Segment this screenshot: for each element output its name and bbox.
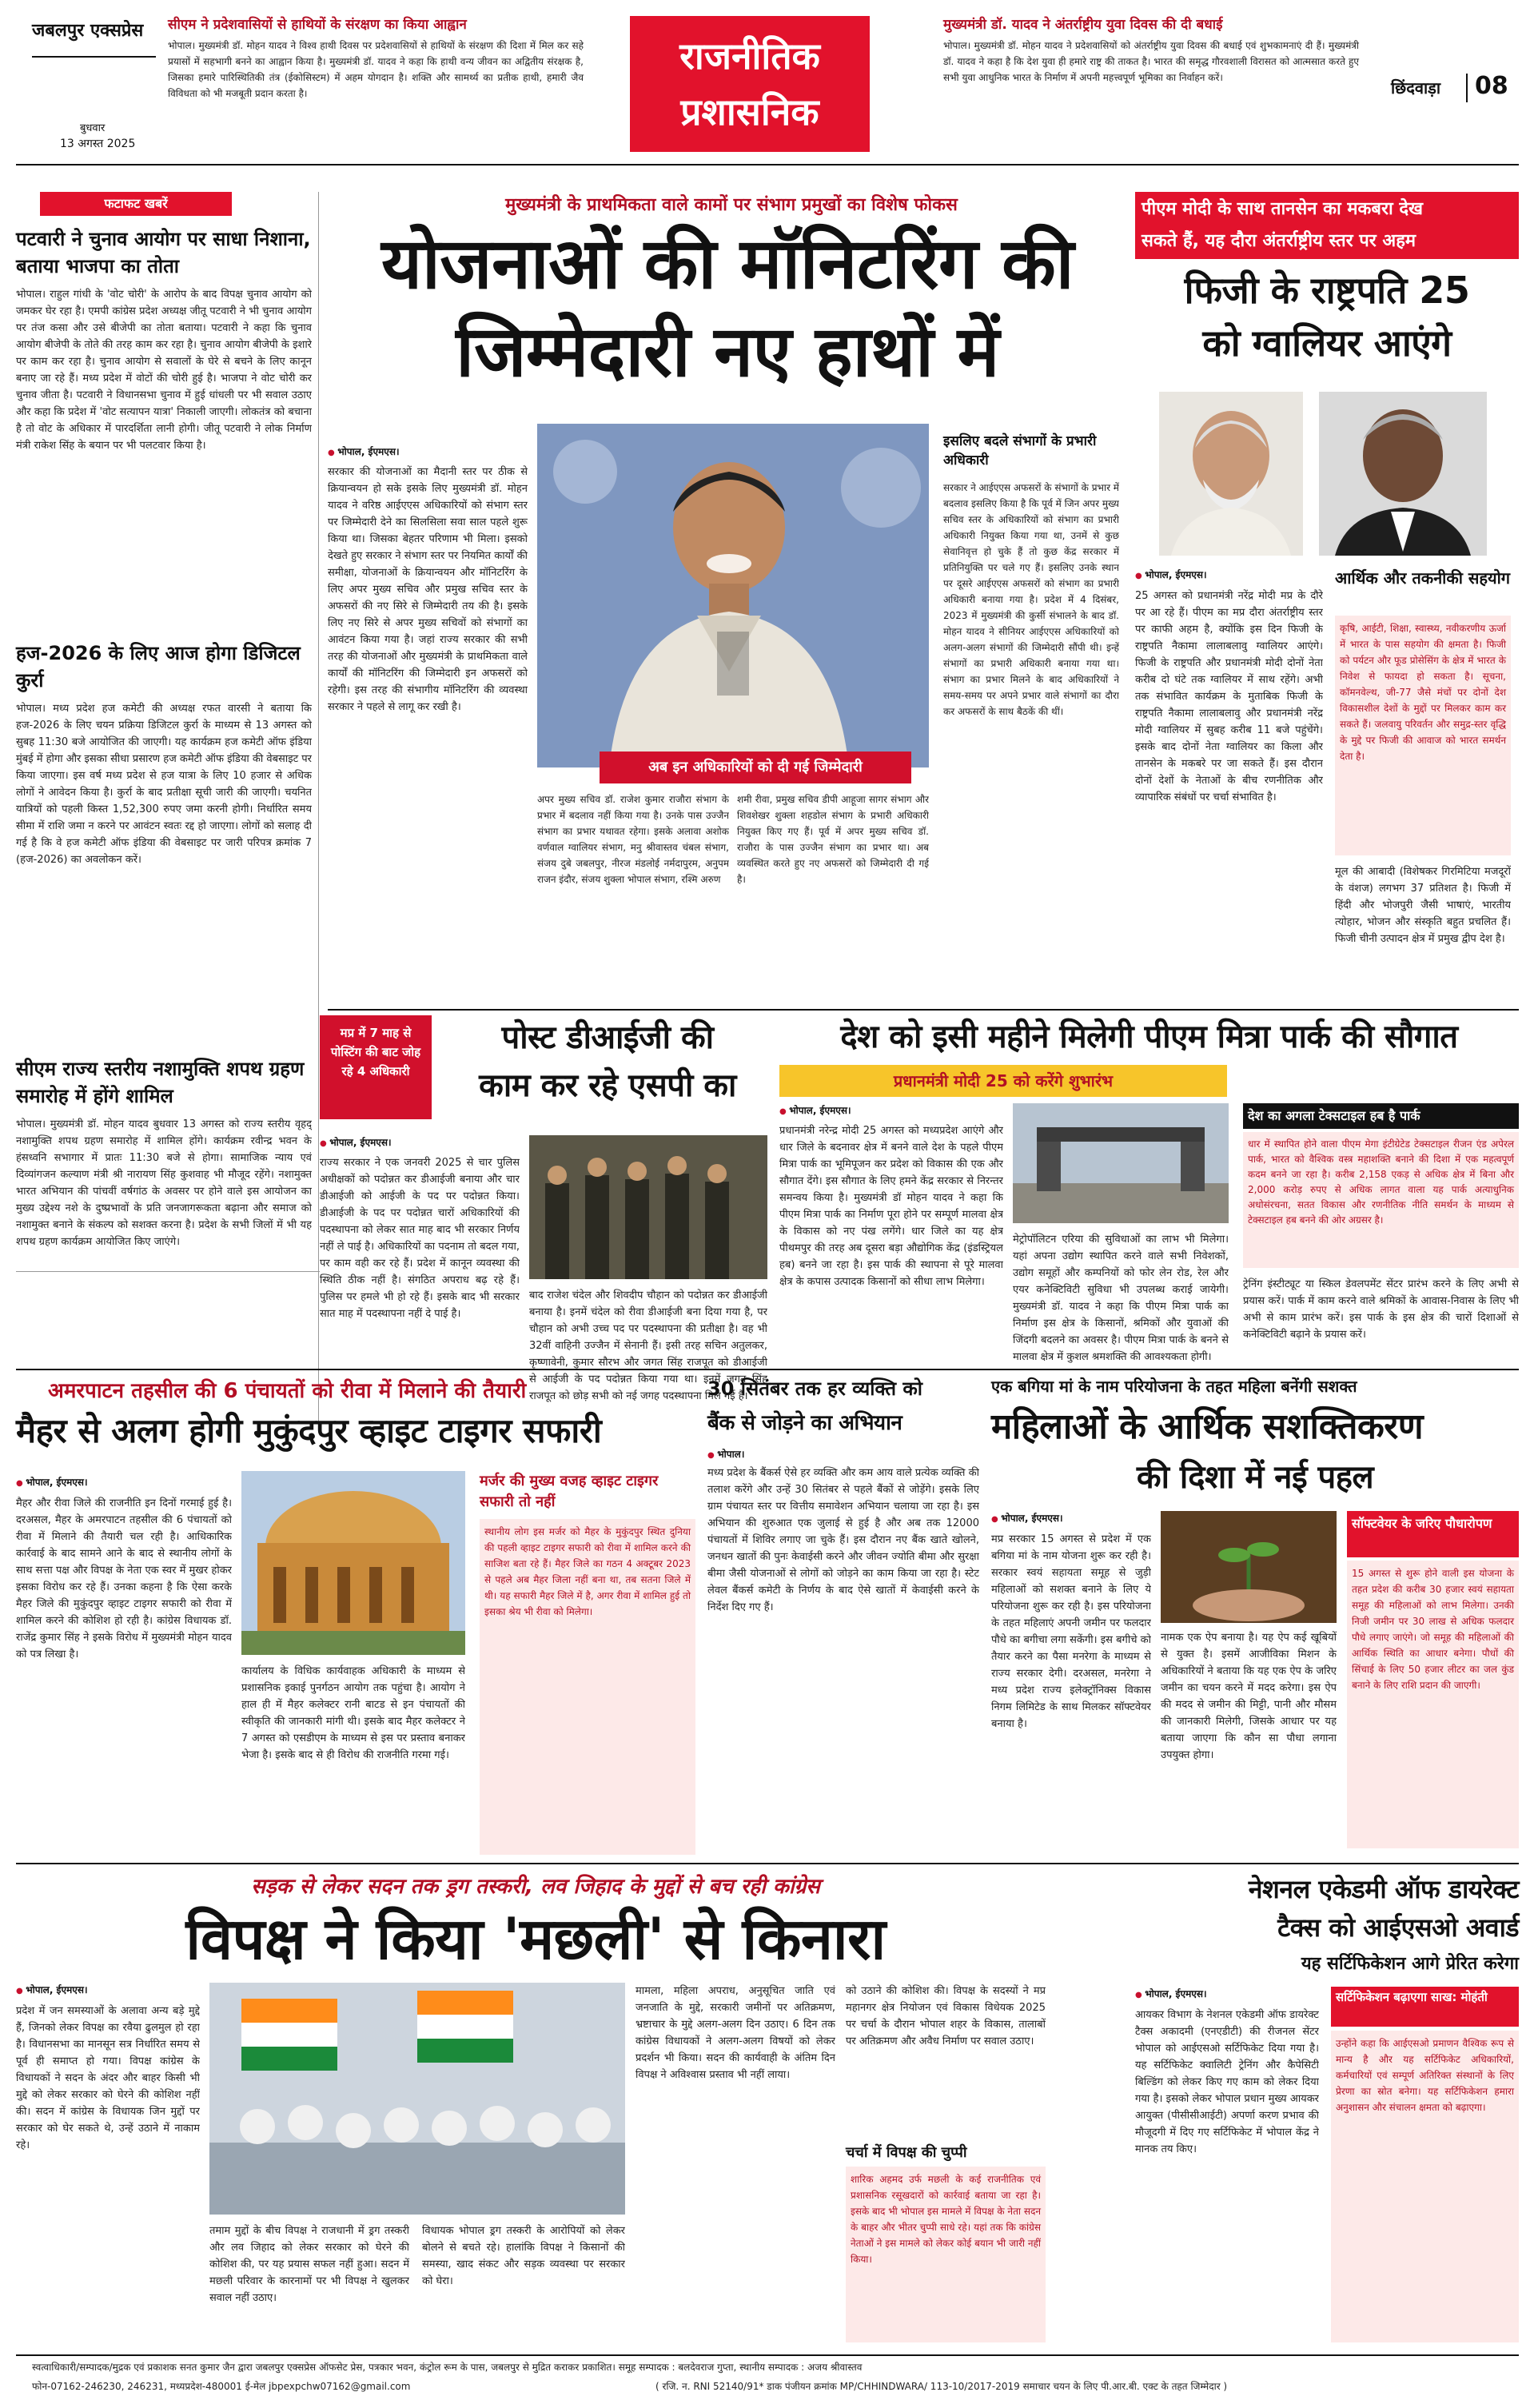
lead-headline-1: योजनाओं की मॉनिटरिंग की bbox=[381, 222, 1074, 305]
tiger-box-title: मर्जर की मुख्य वजह व्हाइट टाइगर सफारी तो नहीं bbox=[480, 1473, 659, 1510]
brief-youth bbox=[943, 14, 1359, 86]
congress-col4: मामला, महिला अपराध, अनुसूचित जाति एवं जनजाति के मुद्दे, सरकारी जमीनों पर अतिक्रमण, भ्रष्टाचार के मुद्दे अलग-अलग दिन उठाए। 6 दिन तक कांग्रेस विधायकों ने अलग-अलग विषयों को लेकर प्रदर्शन भी किया। सदन की कार्यवाही के अंतिम दिन विपक्ष ने अविश्वास प्रस्ताव भी नहीं लाया। bbox=[636, 1985, 835, 2081]
mitra-park-photo bbox=[1013, 1103, 1229, 1223]
pm-mitra-col2: मेट्रोपॉलिटन एरिया की सुविधाओं का लाभ भी मिलेगा। यहां अपना उद्योग स्थापित करने वाले सभी निवेशकों, उद्योग समूहों और कम्पनियों को फोर लेन रोड, रेल और एयर कनेक्टिविटी सुविधा भी उपलब्ध कराई जायेगी। मुख्यमंत्री डॉ. यादव ने कहा कि पीएम मित्रा पार्क का निर्माण इस क्षेत्र के किसानों, श्रमिकों और युवाओं की जिंदगी बदलने का अवसर है। पीएम मित्रा पार्क के बनने से मालवा क्षेत्र में कुशल श्रमशक्ति की आवश्यकता होगी। bbox=[1013, 1234, 1229, 1363]
pm-mitra-story bbox=[779, 1015, 1519, 1367]
fiji-president-photo bbox=[1319, 392, 1487, 556]
fiji-kicker-2: सकते हैं, यह दौरा अंतर्राष्ट्रीय स्तर पर अहम bbox=[1142, 231, 1416, 251]
section-title-2: प्रशासनिक bbox=[680, 90, 819, 134]
women-kicker: एक बगिया मां के नाम परियोजना के तहत महिला बनेंगी सशक्त bbox=[991, 1377, 1357, 1396]
fiji-dateline: ● भोपाल, ईएमएस। bbox=[1135, 568, 1207, 581]
post-dig-col2: बाद राजेश चंदेल और शिवदीप चौहान को पदोन्नत कर डीआईजी बनाया है। इनमें चंदेल को रीवा डीआईजी बना दिया गया है, पर चौहान को अभी उच्च पद पर पदस्थापना की प्रतीक्षा है। वह भी 32वीं वाहिनी उज्जैन में सेनानी हैं। इसी तरह सचिन अतुलकर, कृष्णावेनी, कुमार सौरभ और जगत सिंह राजपूत को डीआईजी से आईजी के पद पदोन्नत किया गया था। इनमें जगत सिंह राजपूत को छोड़ सभी को नई जगह पदस्थापना मिल गई है। bbox=[529, 1290, 767, 1402]
pm-mitra-box-text: धार में स्थापित होने वाला पीएम मेगा इंटीग्रेटेड टेक्सटाइल रीजन एंड अपेरल पार्क, भारत को वैश्विक वस्त्र महाशक्ति बनाने की दिशा में एक महत्वपूर्ण कदम बनने जा रहा है। करीब 2,158 एकड़ से अधिक क्षेत्र में बिना और 2,000 करोड़ रुपए से अधिक लागत वाला यह पार्क अत्याधुनिक अधोसंरचना, सतत विकास और रणनीतिक नीति समर्थन के माध्यम से टेक्सटाइल हब बनने की ओर अग्रसर है। bbox=[1243, 1132, 1519, 1268]
academy-dateline: ● भोपाल, ईएमएस। bbox=[1135, 1987, 1207, 2000]
lead-photo-caption: अब इन अधिकारियों को दी गई जिम्मेदारी bbox=[600, 752, 911, 783]
story-cm-oath-text: भोपाल। मुख्यमंत्री डॉ. मोहन यादव बुधवार 13 अगस्त को राज्य स्तरीय वृहद् नशामुक्ति शपथ ग्रहण समारोह में शामिल होंगे। कार्यक्रम रवीन्द्र भवन के हंसध्वनि सभागार में प्रातः 11:30 बजे से होगा। सामाजिक न्याय एवं दिव्यांगजन कल्याण मंत्री श्री नारायण सिंह कुशवाह भी मौजूद रहेंगे। नशामुक्त भारत अभियान की पांचवीं वर्षगांठ के अवसर पर होने वाले इस आयोजन का मुख्य उद्देश्य नशे के दुष्प्रभावों के प्रति जनजागरूकता बढ़ाना और समाज को नशामुक्त बनाने के संकल्प को सशक्त करना है। प्रदेश के सभी जिलों में भी यह शपथ ग्रहण कार्यक्रम आयोजित किए जाएंगे। bbox=[16, 1118, 312, 1248]
issue-date: 13 अगस्त 2025 bbox=[60, 138, 136, 150]
bank-headline: बैंक से जोड़ने का अभियान bbox=[707, 1411, 902, 1435]
post-dig-dateline: ● भोपाल, ईएमएस। bbox=[320, 1135, 392, 1149]
congress-kicker: सड़क से लेकर सदन तक ड्रग तस्करी, लव जिहाद के मुद्दों से बच रही कांग्रेस bbox=[251, 1875, 820, 1899]
women-box-title: सॉफ्टवेयर के जरिए पौधारोपण bbox=[1347, 1511, 1519, 1557]
academy-story bbox=[1071, 1871, 1519, 2350]
women-headline-2: की दिशा में नई पहल bbox=[1136, 1459, 1374, 1496]
tiger-headline: मैहर से अलग होगी मुकुंदपुर व्हाइट टाइगर सफारी bbox=[16, 1411, 602, 1450]
brief-elephant-title: सीएम ने प्रदेशवासियों से हाथियों के संरक्षण का किया आह्वान bbox=[168, 17, 467, 33]
academy-text: आयकर विभाग के नेशनल एकेडमी ऑफ डायरेक्ट टैक्स अकादमी (एनएडीटी) की रीजनल सेंटर भोपाल को आईएसओ सर्टिफिकेट दिया गया है। यह सर्टिफिकेट क्वालिटी ट्रेनिंग और कैपेसिटी बिल्डिंग को लेकर किए गए काम को लेकर दिया गया है। इसको लेकर भोपाल प्रधान मुख्य आयकर आयुक्त (पीसीसीआईटी) अपर्णा करण प्रभाव की मौजूदगी में दिए गए सर्टिफिकेट में भोपाल केंद्र ने मानक तय किए। bbox=[1135, 2009, 1319, 2155]
section-box bbox=[630, 16, 870, 152]
pm-mitra-box-text-2: ट्रेनिंग इंस्टीट्यूट या स्किल डेवलपमेंट सेंटर प्रारंभ करने के लिए अभी से प्रयास करें। पार्क में काम करने वाले श्रमिकों के आवास-निवास के लिए भी अभी से काम प्रारंभ करें। इस पार्क के इस क्षेत्र की चारों दिशाओं से कनेक्टिविटी बढ़ाने के प्रयास करें। bbox=[1243, 1278, 1519, 1341]
tiger-story bbox=[16, 1375, 695, 1855]
academy-subhead: यह सर्टिफिकेशन आगे प्रेरित करेगा bbox=[1301, 1954, 1519, 1974]
women-headline-1: महिलाओं के आर्थिक सशक्तिकरण bbox=[991, 1406, 1424, 1447]
lead-side-title: इसलिए बदले संभागों के प्रभारी अधिकारी bbox=[943, 433, 1097, 468]
story-haj-title: हज-2026 के लिए आज होगा डिजिटल कुर्रा bbox=[16, 642, 301, 692]
fiji-story bbox=[1135, 192, 1519, 999]
congress-box-text: शारिक अहमद उर्फ मछली के कई राजनीतिक एवं प्रशासनिक रसूखदारों को कार्रवाई बताया जा रहा है। इसके बाद भी भोपाल इस मामले में विपक्ष के नेता सदन के बाहर और भीतर चुप्पी साधे रहे। यहां तक कि कांग्रेस नेताओं ने इस मामले को लेकर कोई बयान भी जारी नहीं किया। bbox=[846, 2167, 1046, 2342]
post-dig-headline-2: काम कर रहे एसपी का bbox=[479, 1067, 736, 1104]
congress-headline: विपक्ष ने किया 'मछली' से किनारा bbox=[185, 1905, 886, 1972]
academy-headline-2: टैक्स को आईएसओ अवार्ड bbox=[1277, 1912, 1519, 1943]
fiji-text-2: मूल की आबादी (विशेषकर गिरमिटिया मजदूरों के वंशज) लगभग 37 प्रतिशत है। फिजी में हिंदी और भोजपुरी जैसी भाषाएं, भारतीय त्योहार, भोजन और संस्कृति बहुत प्रचलित हैं। फिजी चीनी उत्पादन क्षेत्र में प्रमुख द्वीप देश है। bbox=[1335, 866, 1511, 945]
tiger-col2: कार्यालय के विधिक कार्यवाहक अधिकारी के माध्यम से प्रशासनिक इकाई पुनर्गठन आयोग तक पहुंचा है। आयोग ने हाल ही में मैहर कलेक्टर रानी बाटड से इन पंचायतों की स्वीकृति की जानकारी मांगी थी। इसके बाद मैहर कलेक्टर ने 7 अगस्त को एसडीएम के माध्यम से इस पर प्रस्ताव बनाकर भेजा है। इसके बाद से ही विरोध की राजनीति गरमा गई। bbox=[241, 1665, 465, 1761]
post-dig-badge: मप्र में 7 माह से पोस्टिंग की बाट जोह रहे 4 अधिकारी bbox=[320, 1015, 432, 1119]
lead-dateline: ● भोपाल, ईएमएस। bbox=[328, 445, 400, 458]
congress-box-title: चर्चा में विपक्ष की चुप्पी bbox=[846, 2144, 967, 2161]
brief-elephant-text: भोपाल। मुख्यमंत्री डॉ. मोहन यादव ने विश्व हाथी दिवस पर प्रदेशवासियों से हाथियों के संरक्षण की दिशा में मिल कर सहे प्रयासों में सहभागी बनने का आह्वान किया है। मुख्यमंत्री डॉ. यादव ने कहा कि हाथी वन्य जीवन का अद्वितीय संरक्षक है, जिसका हमारे पारिस्थितिकी तंत्र (ईकोसिस्टम) में अहम योगदान है। शक्ति और सामर्थ्य का प्रतीक हाथी, हमारी जैव विविधता को भी मजबूती प्रदान करता है। bbox=[168, 40, 584, 99]
issue-day: बुधवार bbox=[80, 122, 106, 134]
post-dig-col1: राज्य सरकार ने एक जनवरी 2025 से चार पुलिस अधीक्षकों को पदोन्नत कर डीआईजी बनाया और चार डीआईजी को आईजी के पद पर पदोन्नत किया। डीआईजी के पद पर पदोन्नत चारों अधिकारियों की पदस्थापना को लेकर सात माह बाद भी सरकार निर्णय नहीं ले पाई है। अधिकारियों का पदनाम तो बदल गया, पर काम वही कर रहे हैं। प्रदेश में कानून व्यवस्था की स्थिति ठीक नहीं है। संगठित अपराध बढ़ रहे हैं। पुलिस पर हमले भी हो रहे हैं। इसके बाद भी सरकार सात माह में पदस्थापना नहीं दे पाई है। bbox=[320, 1157, 520, 1320]
section-title-1: राजनीतिक bbox=[679, 34, 820, 78]
academy-headline-1: नेशनल एकेडमी ऑफ डायरेक्ट bbox=[1248, 1874, 1519, 1904]
pm-mitra-col1: प्रधानमंत्री नरेन्द्र मोदी 25 अगस्त को मध्यप्रदेश आएंगे और धार जिले के बदनावर क्षेत्र में बनने वाले देश के पहले पीएम मित्रा पार्क का भूमिपूजन कर प्रदेश को विकास की एक और सौगात देंगे। इस सौगात के लिए हमने केंद्र सरकार से निरन्तर समन्वय किया है। मुख्यमंत्री डॉ मोहन यादव ने कहा कि पीएम मित्रा पार्क का निर्माण पूरा होने पर सम्पूर्ण मालवा क्षेत्र के विकास को नए पंख लगेंगे। धार जिले का यह क्षेत्र पीथमपुर की तरह अब दूसरा बड़ा औद्योगिक केंद्र (इंडस्ट्रियल हब) बनने जा रहा है। इस पार्क की स्थापना से पूरे मालवा क्षेत्र के कपास उत्पादक किसानों को सीधा लाभ मिलेगा। bbox=[779, 1125, 1003, 1288]
congress-col5: को उठाने की कोशिश की। विपक्ष के सदस्यों ने मप्र महानगर क्षेत्र नियोजन एवं विकास विधेयक 2025 पर चर्चा के दौरान भोपाल शहर के विकास, तालाबों पर अतिक्रमण और अवैध निर्माण पर सवाल उठाए। bbox=[846, 1985, 1046, 2047]
lead-side-text: सरकार ने आईएएस अफसरों के संभागों के प्रभार में बदलाव इसलिए किया है कि पूर्व में जिन अपर मुख्य सचिव स्तर के अधिकारियों को संभाग का प्रभारी अधिकारी नियुक्त किया गया था, उनमें से कुछ सेवानिवृत्त हो चुके हैं तो कुछ केंद्र सरकार में प्रतिनियुक्ति पर चले गए हैं। इसलिए उनके स्थान पर दूसरे आईएएस अफसरों को संभाग का प्रभारी अधिकारी बनाया गया है। प्रदेश में 4 दिसंबर, 2023 में मुख्यमंत्री की कुर्सी संभालने के बाद डॉ. मोहन यादव ने सीनियर आईएएस अधिकारियों को अलग-अलग संभागों की जिम्मेदारी सौंपी थी। इन्हें संभागों का प्रभारी अधिकारी बनाया गया था। संभाग का प्रभार मिलने के बाद अधिकारियों ने समय-समय पर अपने प्रभार वाले संभागों का दौरा कर अफसरों के साथ बैठकें की थीं। bbox=[943, 482, 1119, 717]
story-cm-oath-title: सीएम राज्य स्तरीय नशामुक्ति शपथ ग्रहण समारोह में होंगे शामिल bbox=[16, 1058, 305, 1107]
footer-contact: फोन-07162-246230, 246231, मध्यप्रदेश-480001 ई-मेल jbpexpchw07162@gmail.com bbox=[32, 2381, 411, 2392]
bank-text: मध्य प्रदेश के बैंकर्स ऐसे हर व्यक्ति और कम आय वाले प्रत्येक व्यक्ति की तलाश करेंगे और उन्हें 30 सितंबर से पहले बैंकों से जोड़ेंगे। इसके लिए ग्राम पंचायत स्तर पर वित्तीय समावेशन अभियान चलाया जा रहा है। इस अभियान की शुरुआत एक जुलाई से हुई है और अब तक 12000 पंचायतों में शिविर लगाए जा चुके हैं। इस दौरान नए बैंक खाते खोलने, जनधन खातों की पुनः केवाईसी करने और जीवन ज्योति बीमा और सुरक्षा बीमा जैसी योजनाओं से लोगों को जोड़ने का काम किया जा रहा है। स्टेट लेवल बैंकर्स कमेटी के निर्णय के बाद ऐसे खातों में केवाईसी करने के निर्देश दिए गए हैं। bbox=[707, 1467, 979, 1613]
academy-box-title: सर्टिफिकेशन बढ़ाएगा साख: मोहंती bbox=[1331, 1987, 1519, 2027]
post-dig-headline-1: पोस्ट डीआईजी की bbox=[501, 1019, 714, 1056]
congress-dateline: ● भोपाल, ईएमएस। bbox=[16, 1983, 88, 1996]
women-col1: मप्र सरकार 15 अगस्त से प्रदेश में एक बगिया मां के नाम योजना शुरू कर रही है। सरकार स्वयं सहायता समूह से जुड़ी महिलाओं को सशक्त बनाने के लिए ये परियोजना शुरू कर रही है। इस परियोजना के तहत महिलाएं अपनी जमीन पर फलदार पौधे का बगीचा लगा सकेंगी। इस बगीचे को तैयार करने का पैसा मनरेगा के माध्यम से राज्य सरकार देगी। दरअसल, मनरेगा ने मध्य प्रदेश राज्य इलेक्ट्रॉनिक्स विकास निगम लिमिटेड के साथ मिलकर सॉफ्टवेयर बनाया है। bbox=[991, 1533, 1151, 1730]
story-patwari-title: पटवारी ने चुनाव आयोग पर साधा निशाना, बताया भाजपा का तोता bbox=[16, 228, 311, 277]
fiji-kicker-1: पीएम मोदी के साथ तानसेन का मकबरा देख bbox=[1142, 199, 1424, 219]
cm-portrait-graphic bbox=[537, 424, 929, 767]
lead-kicker: मुख्यमंत्री के प्राथमिकता वाले कामों पर संभाग प्रमुखों का विशेष फोकस bbox=[505, 195, 958, 215]
fiji-headline-1: फिजी के राष्ट्रपति 25 bbox=[1184, 269, 1470, 312]
bank-dateline: ● भोपाल। bbox=[707, 1447, 744, 1461]
tiger-box-text: स्थानीय लोग इस मर्जर को मैहर के मुकुंदपुर स्थित दुनिया की पहली व्हाइट टाइगर सफारी को रीवा में शामिल करने की साजिश बता रहे हैं। मैहर जिले का गठन 4 अक्टूबर 2023 से पहले अब मैहर जिला नहीं बना था, तब सतना जिले में थी। यह सफारी मैहर जिले में है, अगर रीवा में शामिल हुई तो इसका श्रेय भी रीवा को मिलेगा। bbox=[480, 1519, 695, 1855]
footer-registration: ( रजि. न. RNI 52140/91* डाक पंजीयन क्रमांक MP/CHHINDWARA/ 113-10/2017-2019 समाचार चयन के लिए पी.आर.बी. एक्ट के तहत जिम्मेदार ) bbox=[655, 2381, 1228, 2392]
footer-imprint: स्वत्वाधिकारी/सम्पादक/मुद्रक एवं प्रकाशक सनत कुमार जैन द्वारा जबलपुर एक्सप्रेस ऑफसेट प्रेस, पत्रकार भवन, कंट्रोल रूम के पास, जबलपुर से मुद्रित कराकर प्रकाशित। समूह सम्पादक : बलदेवराज गुप्ता, स्थानीय सम्पादक : अजय श्रीवास्तव bbox=[32, 2362, 863, 2373]
pm-mitra-box-title: देश का अगला टेक्सटाइल हब है पार्क bbox=[1243, 1103, 1519, 1129]
fiji-headline-2: को ग्वालियर आएंगे bbox=[1202, 321, 1452, 365]
women-col2: नामक एक ऐप बनाया है। यह ऐप कई खूबियों से युक्त है। इसमें आजीविका मिशन के अधिकारियों ने बताया कि यह एक ऐप के जरिए जमीन का चयन करने में मदद करेगा। इस ऐप की मदद से जमीन की मिट्टी, पानी और मौसम की जानकारी मिलेगी, जिसके आधार पर यह बताया जाएगा कि कौन सा पौधा लगाना उपयुक्त होगा। bbox=[1161, 1632, 1337, 1761]
congress-col2: तमाम मुद्दों के बीच विपक्ष ने राजधानी में ड्रग तस्करी और लव जिहाद को लेकर सरकार को घेरने की कोशिश की, पर यह प्रयास सफल नहीं हुआ। सदन में मछली परिवार के कारनामों पर भी विपक्ष ने खुलकर सवाल नहीं उठाए। bbox=[209, 2225, 409, 2304]
bank-kicker: 30 सितंबर तक हर व्यक्ति को bbox=[707, 1377, 923, 1400]
police-photo bbox=[529, 1135, 767, 1279]
women-box-text: 15 अगस्त से शुरू होने वाली इस योजना के तहत प्रदेश की करीब 30 हजार स्वयं सहायता समूह की महिलाओं को लाभ मिलेगा। उनकी निजी जमीन पर 30 लाख से अधिक फलदार पौधे लगाए जाएंगे। जो समूह की महिलाओं की आर्थिक स्थिति का आधार बनेगा। पौधों की सिंचाई के लिए 50 हजार लीटर का जल कुंड बनाने के लिए राशि प्रदान की जाएगी। bbox=[1347, 1561, 1519, 1848]
congress-protest-photo bbox=[209, 1983, 625, 2215]
post-dig-story bbox=[320, 1015, 767, 1402]
fatafat-label: फटाफट खबरें bbox=[40, 192, 232, 216]
pm-mitra-subhead: प्रधानमंत्री मोदी 25 को करेंगे शुभारंभ bbox=[779, 1065, 1227, 1097]
women-dateline: ● भोपाल, ईएमएस। bbox=[991, 1511, 1063, 1525]
tiger-kicker: अमरपाटन तहसील की 6 पंचायतों को रीवा में मिलाने की तैयारी bbox=[48, 1379, 527, 1403]
fiji-box-text: कृषि, आईटी, शिक्षा, स्वास्थ्य, नवीकरणीय ऊर्जा में भारत के पास सहयोग की क्षमता है। फिजी को पर्यटन और फूड प्रोसेसिंग के क्षेत्र में भारत के निवेश से फायदा हो सकता है। सूचना, कॉमनवेल्थ, जी-77 जैसे मंचों पर दोनों देश विकासशील देशों के मुद्दों पर मिलकर काम कर सकते हैं। जलवायु परिवर्तन और समुद्र-स्तर वृद्धि के मुद्दे पर फिजी की आवाज को भारत समर्थन देता है। bbox=[1335, 616, 1511, 855]
cm-photo bbox=[537, 424, 929, 767]
pm-mitra-headline: देश को इसी महीने मिलेगी पीएम मित्रा पार्क की सौगात bbox=[840, 1019, 1458, 1055]
brief-elephant bbox=[168, 14, 584, 102]
lead-officers-1: अपर मुख्य सचिव डॉ. राजेश कुमार राजौरा संभाग के प्रभार में बदलाव नहीं किया गया है। उनके पास उज्जैन संभाग का प्रभार यथावत रहेगा। इसके अलावा अशोक वर्णवाल ग्वालियर संभाग, मनु श्रीवास्तव चंबल संभाग, संजय दुबे जबलपुर, नीरज मंडलोई नर्मदापुरम, अनुपम राजन इंदौर, संजय शुक्ला भोपाल संभाग, रश्मि अरुण bbox=[537, 794, 729, 885]
page-number: 08 bbox=[1475, 72, 1508, 100]
paper-name: जबलपुर एक्सप्रेस bbox=[32, 21, 144, 41]
tiger-safari-photo bbox=[241, 1471, 465, 1655]
congress-col3: विधायक भोपाल ड्रग तस्करी के आरोपियों को लेकर बोलने से बचते रहे। हालांकि विपक्ष ने किसानों की समस्या, खाद संकट और सड़क व्यवस्था पर सरकार को घेरा। bbox=[422, 2225, 625, 2287]
pm-mitra-dateline: ● भोपाल, ईएमएस। bbox=[779, 1103, 851, 1117]
tiger-dateline: ● भोपाल, ईएमएस। bbox=[16, 1475, 88, 1489]
tiger-col1: मैहर और रीवा जिले की राजनीति इन दिनों गरमाई हुई है। दरअसल, मैहर के अमरपाटन तहसील की 6 पंचायतों को रीवा में मिलाने की तैयारी चल रही है। आधिकारिक कार्रवाई के बाद सामने आने के बाद से स्थानीय लोगों के साथ सत्ता पक्ष और विपक्ष के नेता एक स्वर में मुखर होकर इसका विरोध कर रहे हैं। उनका कहना है कि ऐसा करके मैहर जिले की मुकुंदपुर व्हाइट टाइगर सफारी को रीवा में शामिल करने की कोशिश हो रही है। कांग्रेस विधायक डॉ. राजेंद्र कुमार सिंह ने इसके विरोध में मुख्यमंत्री मोहन यादव को पत्र लिखा है। bbox=[16, 1497, 232, 1660]
women-story bbox=[991, 1375, 1519, 1855]
fiji-text-1: 25 अगस्त को प्रधानमंत्री नरेंद्र मोदी मप्र के दौरे पर आ रहे हैं। पीएम का मप्र दौरा अंतर्राष्ट्रीय स्तर पर काफी अहम है, क्योंकि इस दिन फिजी के राष्ट्रपति नैकामा लालाबलावु ग्वालियर आएंगे। फिजी के राष्ट्रपति और प्रधानमंत्री मोदी दोनों नेता करीब दो घंटे तक ग्वालियर में साथ रहेंगे। अभी तक संभावित कार्यक्रम के मुताबिक फिजी के राष्ट्रपति नैकामा लालाबलावु और प्रधानमंत्री नरेंद्र मोदी ग्वालियर में सुबह करीब 11 बजे पहुंचेंगे। इसके बाद दोनों नेता ग्वालियर का किला और तानसेन के मकबरे पर जा सकते हैं। इस दौरान दोनों देशों के नेताओं के बीच रणनीतिक और व्यापारिक संबंधों पर चर्चा संभावित है। bbox=[1135, 590, 1323, 803]
city-name: छिंदवाड़ा bbox=[1391, 78, 1440, 98]
lead-headline-2: जिम्मेदारी नए हाथों में bbox=[456, 310, 999, 393]
story-patwari-text: भोपाल। राहुल गांधी के 'वोट चोरी' के आरोप के बाद विपक्ष चुनाव आयोग को जमकर घेर रहा है। एमपी कांग्रेस प्रदेश अध्यक्ष जीतू पटवारी ने भी चुनाव आयोग पर तंज कसा और उसे बीजेपी का तोता बताया। पटवारी ने कहा कि चुनाव आयोग बीजेपी के तोते की तरह काम कर रहा है। चुनाव आयोग बीजेपी के इशारे पर काम कर रहा है। चुनाव आयोग से सवालों के घेरे से बचने के लिए कानून बनाए जा रहे हैं। मध्य प्रदेश में वोटों की चोरी हुई है। भाजपा ने वोट चोरी कर चुनाव जीता है। पटवारी ने विधानसभा चुनाव में हुई धांधली पर भी सवाल उठाए और कहा कि प्रदेश में 'वोट सत्यापन यात्रा' निकाली जाएगी। लोकतंत्र को बचाना है तो वोट के अधिकार में पारदर्शिता लानी होगी। जीतू पटवारी ने लोक निर्माण मंत्री राकेश सिंह के बयान पर भी पलटवार किया है। bbox=[16, 289, 312, 452]
lead-col1: सरकार की योजनाओं का मैदानी स्तर पर ठीक से क्रियान्वयन हो सके इसके लिए मुख्यमंत्री डॉ. मोहन यादव ने वरिष्ठ आईएएस अधिकारियों को संभाग स्तर पर जिम्मेदारी देने का सिलसिला सवा साल पहले शुरू किया था। जिसका बेहतर परिणाम भी मिला। इसको देखते हुए सरकार ने संभाग स्तर पर नियमित कार्यों की समीक्षा, योजनाओं के क्रियान्वयन और मॉनिटरिंग के लिए अपर मुख्य सचिव और प्रमुख सचिव स्तर के अफसरों की नए सिरे से जिम्मेदारी तय की है। इसके लिए नए सिरे से अपर मुख्य सचिवों को संभागों का आवंटन किया गया है। जहां राज्य सरकार की सभी तरह की योजनाओं और मुख्यमंत्री के प्राथमिकता वाले कार्यों की मॉनिटरिंग की जिम्मेदारी इन अफसरों को रहेगी। इस तरह की संभागीय मॉनिटरिंग की व्यवस्था सरकार ने पहले से लागू कर रखी है। bbox=[328, 466, 528, 713]
congress-col1: प्रदेश में जन समस्याओं के अलावा अन्य बड़े मुद्दे हैं, जिनको लेकर विपक्ष का रवैया ढुलमुल हो रहा है। विधानसभा का मानसून सत्र निर्धारित समय से पूर्व ही समाप्त हो गया। विपक्ष कांग्रेस के विधायकों ने सदन के अंदर और बाहर किसी भी मुद्दे को लेकर सरकार को घेरने की कोशिश नहीं की। सदन में कांग्रेस के विधायक जिन मुद्दों पर सरकार को घेर सकते थे, उन्हें उठाने में नाकाम रहे। bbox=[16, 2005, 200, 2151]
brief-youth-text: भोपाल। मुख्यमंत्री डॉ. मोहन यादव ने प्रदेशवासियों को अंतर्राष्ट्रीय युवा दिवस की बधाई एवं शुभकामनाएं दी हैं। मुख्यमंत्री डॉ. यादव ने कहा है कि देश युवा ही हमारे राष्ट्र की ताकत है। भारत की समृद्ध गौरवशाली विरासत को आत्मसात करते हुए सभी युवा आधुनिक भारत के निर्माण में अपनी महत्त्वपूर्ण भूमिका का निर्वाहन करें। bbox=[943, 40, 1359, 83]
academy-box-text: उन्होंने कहा कि आईएसओ प्रमाणन वैश्विक रूप से मान्य है और यह सर्टिफिकेट अधिकारियों, कर्मचारियों एवं सम्पूर्ण अतिरिक्त संस्थानों के लिए प्रेरणा का स्रोत बनेगा। यह सर्टिफिकेशन हमारा अनुशासन और संचालन क्षमता को बढ़ाएगा। bbox=[1331, 2031, 1519, 2342]
fiji-kicker bbox=[1135, 192, 1519, 259]
congress-story bbox=[16, 1871, 1055, 2350]
masthead bbox=[0, 0, 1534, 160]
modi-photo bbox=[1159, 392, 1303, 556]
brief-youth-title: मुख्यमंत्री डॉ. यादव ने अंतर्राष्ट्रीय युवा दिवस की दी बधाई bbox=[943, 17, 1223, 33]
bank-story bbox=[707, 1375, 979, 1855]
sapling-photo bbox=[1161, 1511, 1337, 1623]
fatafat-column bbox=[16, 192, 312, 1271]
story-haj-text: भोपाल। मध्य प्रदेश हज कमेटी की अध्यक्ष रफत वारसी ने बताया कि हज-2026 के लिए चयन प्रक्रिया डिजिटल कुर्रा के माध्यम से 13 अगस्त को सुबह 11:30 बजे आयोजित की जाएगी। यह कार्यक्रम हज कमेटी ऑफ इंडिया मुंबई में होगा और इसका सीधा प्रसारण हज कमेटी ऑफ इंडिया की वेबसाइट पर किया जाएगा। इस वर्ष मध्य प्रदेश से हज यात्रा के लिए 10 हजार से अधिक लोगों ने आवेदन किया है। कुर्रा के बाद प्रतीक्षा सूची जारी की जाएगी। चयनित यात्रियों को पहली किस्त 1,52,300 रुपए जमा करनी होगी। निर्धारित समय सीमा में राशि जमा न करने पर आवंटन स्वतः रद्द हो जाएगा। लोगों को सलाह दी गई है कि वे हज कमेटी ऑफ इंडिया की वेबसाइट पर जारी परिपत्र क्रमांक 7 (हज-2026) का अवलोकन करें। bbox=[16, 703, 312, 866]
lead-story bbox=[328, 192, 1127, 999]
fiji-box-title: आर्थिक और तकनीकी सहयोग bbox=[1335, 568, 1511, 588]
lead-officers-2: शमी रीवा, प्रमुख सचिव डीपी आहूजा सागर संभाग और शिवशेखर शुक्ला शहडोल संभाग के प्रभारी अधिकारी नियुक्त किए गए हैं। पूर्व में अपर मुख्य सचिव डॉ. राजौरा के पास उज्जैन संभाग का प्रभार था। अब व्यवस्थित करते हुए नए अफसरों को जिम्मेदारी दी गई है। bbox=[737, 794, 929, 885]
